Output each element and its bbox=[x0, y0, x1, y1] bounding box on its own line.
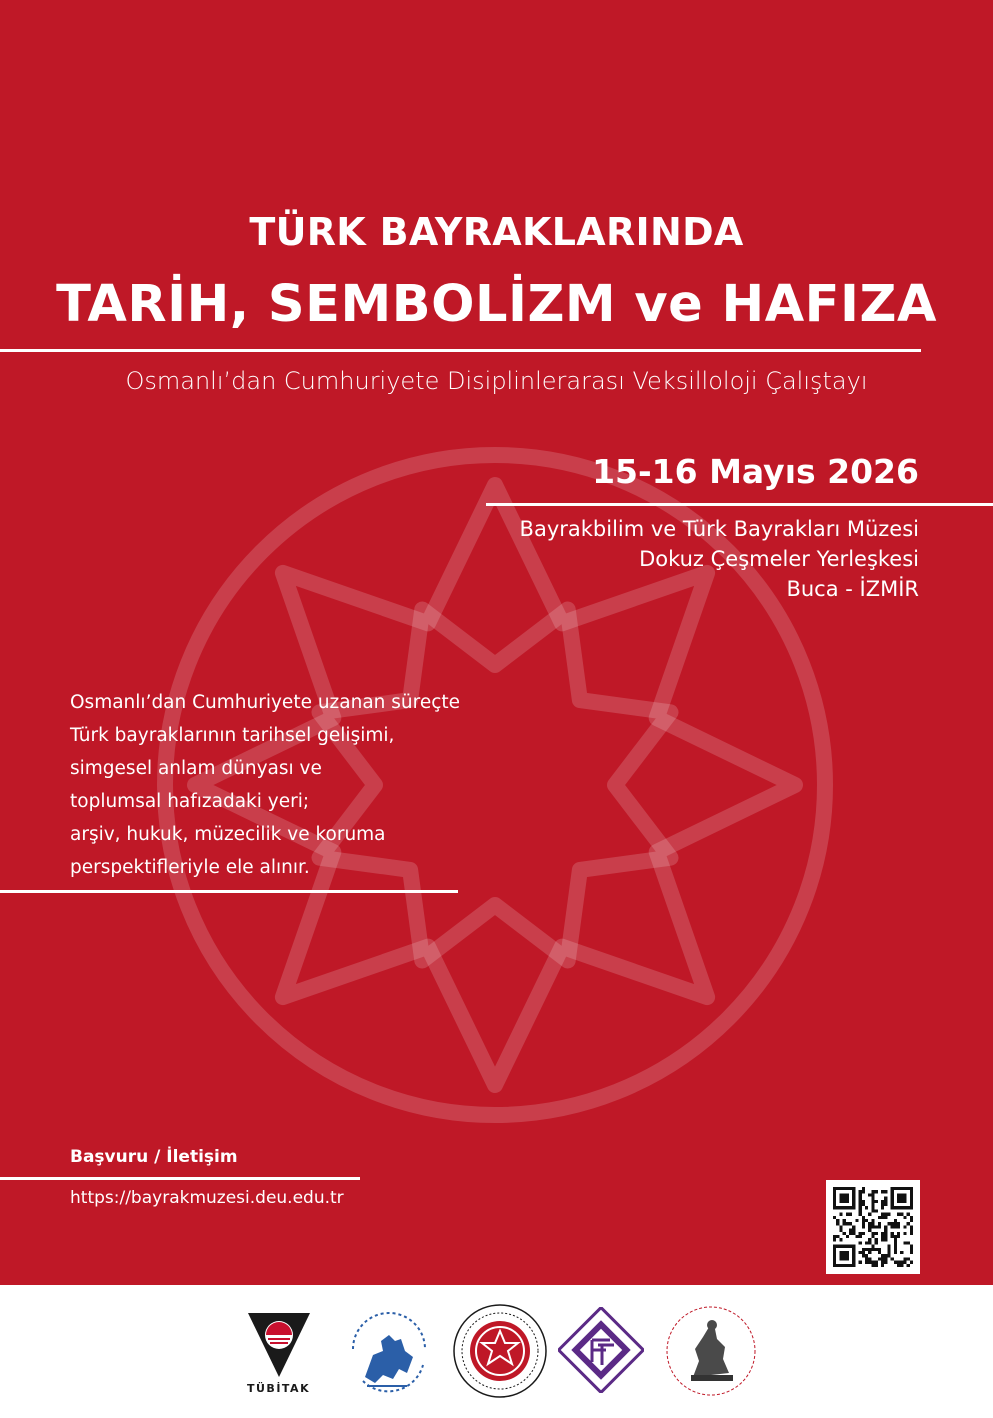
date-divider bbox=[486, 503, 993, 506]
contact-heading: Başvuru / İletişim bbox=[70, 1147, 238, 1167]
event-date: 15-16 Mayıs 2026 bbox=[592, 452, 919, 491]
logo-strip bbox=[0, 1285, 993, 1418]
venue-name: Bayrakbilim ve Türk Bayrakları Müzesi bbox=[519, 517, 919, 541]
tubitak-label: TÜBİTAK bbox=[247, 1382, 311, 1395]
description-line: simgesel anlam dünyası ve bbox=[70, 758, 322, 779]
description-divider bbox=[0, 890, 458, 893]
description-line: arşiv, hukuk, müzecilik ve koruma bbox=[70, 824, 386, 845]
description-line: Türk bayraklarının tarihsel gelişimi, bbox=[70, 725, 395, 746]
deu-logo-icon bbox=[343, 1305, 435, 1397]
title-line-1: TÜRK BAYRAKLARINDA bbox=[249, 210, 744, 254]
qr-code-icon[interactable] bbox=[826, 1180, 920, 1274]
tubitak-logo-icon bbox=[246, 1311, 312, 1381]
contact-divider bbox=[0, 1177, 360, 1180]
faculty-logo-icon bbox=[558, 1307, 644, 1393]
museum-logo-icon bbox=[452, 1303, 548, 1399]
description-line: Osmanlı’dan Cumhuriyete uzanan süreçte bbox=[70, 692, 461, 713]
venue-block bbox=[520, 514, 919, 604]
description bbox=[70, 686, 460, 884]
venue-city: Buca - İZMİR bbox=[786, 577, 919, 601]
contact-url-link[interactable]: https://bayrakmuzesi.deu.edu.tr bbox=[70, 1188, 344, 1208]
musicology-logo-icon bbox=[663, 1303, 759, 1399]
subtitle: Osmanlı’dan Cumhuriyete Disiplinlerarası Veksilloloji Çalıştayı bbox=[125, 367, 868, 395]
description-line: perspektifleriyle ele alınır. bbox=[70, 857, 310, 878]
title-divider bbox=[0, 349, 921, 352]
venue-campus: Dokuz Çeşmeler Yerleşkesi bbox=[639, 547, 919, 571]
description-line: toplumsal hafızadaki yeri; bbox=[70, 791, 310, 812]
title-line-2: TARİH, SEMBOLİZM ve HAFIZA bbox=[56, 275, 937, 334]
